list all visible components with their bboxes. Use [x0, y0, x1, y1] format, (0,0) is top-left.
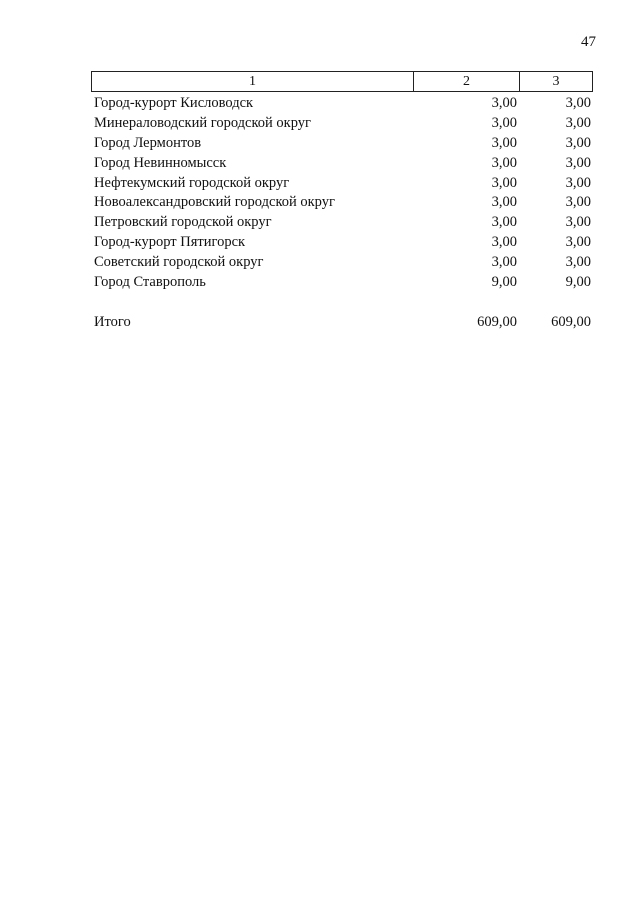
table-row: [91, 213, 593, 233]
table-row: [91, 233, 593, 253]
row-name: Петровский городской округ: [94, 214, 272, 231]
table-body: [91, 94, 593, 333]
total-row: [91, 313, 593, 333]
row-value-col2: 3,00: [491, 253, 517, 270]
row-value-col2: 3,00: [491, 95, 517, 112]
row-value-col3: 3,00: [565, 214, 591, 231]
table-header-row: [91, 71, 593, 92]
table-row: [91, 94, 593, 114]
row-name: Минераловодский городской округ: [94, 115, 311, 132]
allocation-table: [91, 71, 593, 333]
column-header-3: 3: [552, 73, 560, 89]
total-value-col2: 609,00: [477, 314, 517, 331]
row-name: Нефтекумский городской округ: [94, 174, 290, 191]
row-value-col2: 9,00: [491, 273, 517, 290]
row-name: Город-курорт Кисловодск: [94, 95, 254, 112]
column-header-1: 1: [92, 72, 414, 91]
row-name: Город Невинномысск: [94, 154, 227, 171]
row-value-col3: 3,00: [565, 253, 591, 270]
row-name: Город-курорт Пятигорск: [94, 233, 246, 250]
table-row: [91, 173, 593, 193]
row-value-col2: 3,00: [491, 174, 517, 191]
page-number: 47: [581, 34, 596, 50]
column-header-2: 2: [414, 72, 520, 91]
row-value-col3: 3,00: [565, 233, 591, 250]
table-row: [91, 134, 593, 154]
row-value-col3: 3,00: [565, 154, 591, 171]
row-name: Город Ставрополь: [94, 273, 206, 290]
row-value-col3: 9,00: [565, 273, 591, 290]
table-row: [91, 272, 593, 292]
row-value-col2: 3,00: [491, 214, 517, 231]
total-value-col3: 609,00: [551, 314, 591, 331]
row-value-col3: 3,00: [565, 95, 591, 112]
row-value-col3: 3,00: [565, 174, 591, 191]
table-row: [91, 252, 593, 272]
row-value-col2: 3,00: [491, 134, 517, 151]
table-row: [91, 114, 593, 134]
table-row: [91, 153, 593, 173]
row-value-col2: 3,00: [491, 233, 517, 250]
row-name: Город Лермонтов: [94, 134, 202, 151]
row-value-col2: 3,00: [491, 154, 517, 171]
row-value-col3: 3,00: [565, 194, 591, 211]
row-value-col3: 3,00: [565, 134, 591, 151]
row-value-col2: 3,00: [491, 115, 517, 132]
total-label: Итого: [94, 314, 131, 331]
row-value-col2: 3,00: [491, 194, 517, 211]
row-value-col3: 3,00: [565, 115, 591, 132]
table-row: [91, 193, 593, 213]
row-name: Новоалександровский городской округ: [94, 194, 335, 211]
row-name: Советский городской округ: [94, 253, 264, 270]
